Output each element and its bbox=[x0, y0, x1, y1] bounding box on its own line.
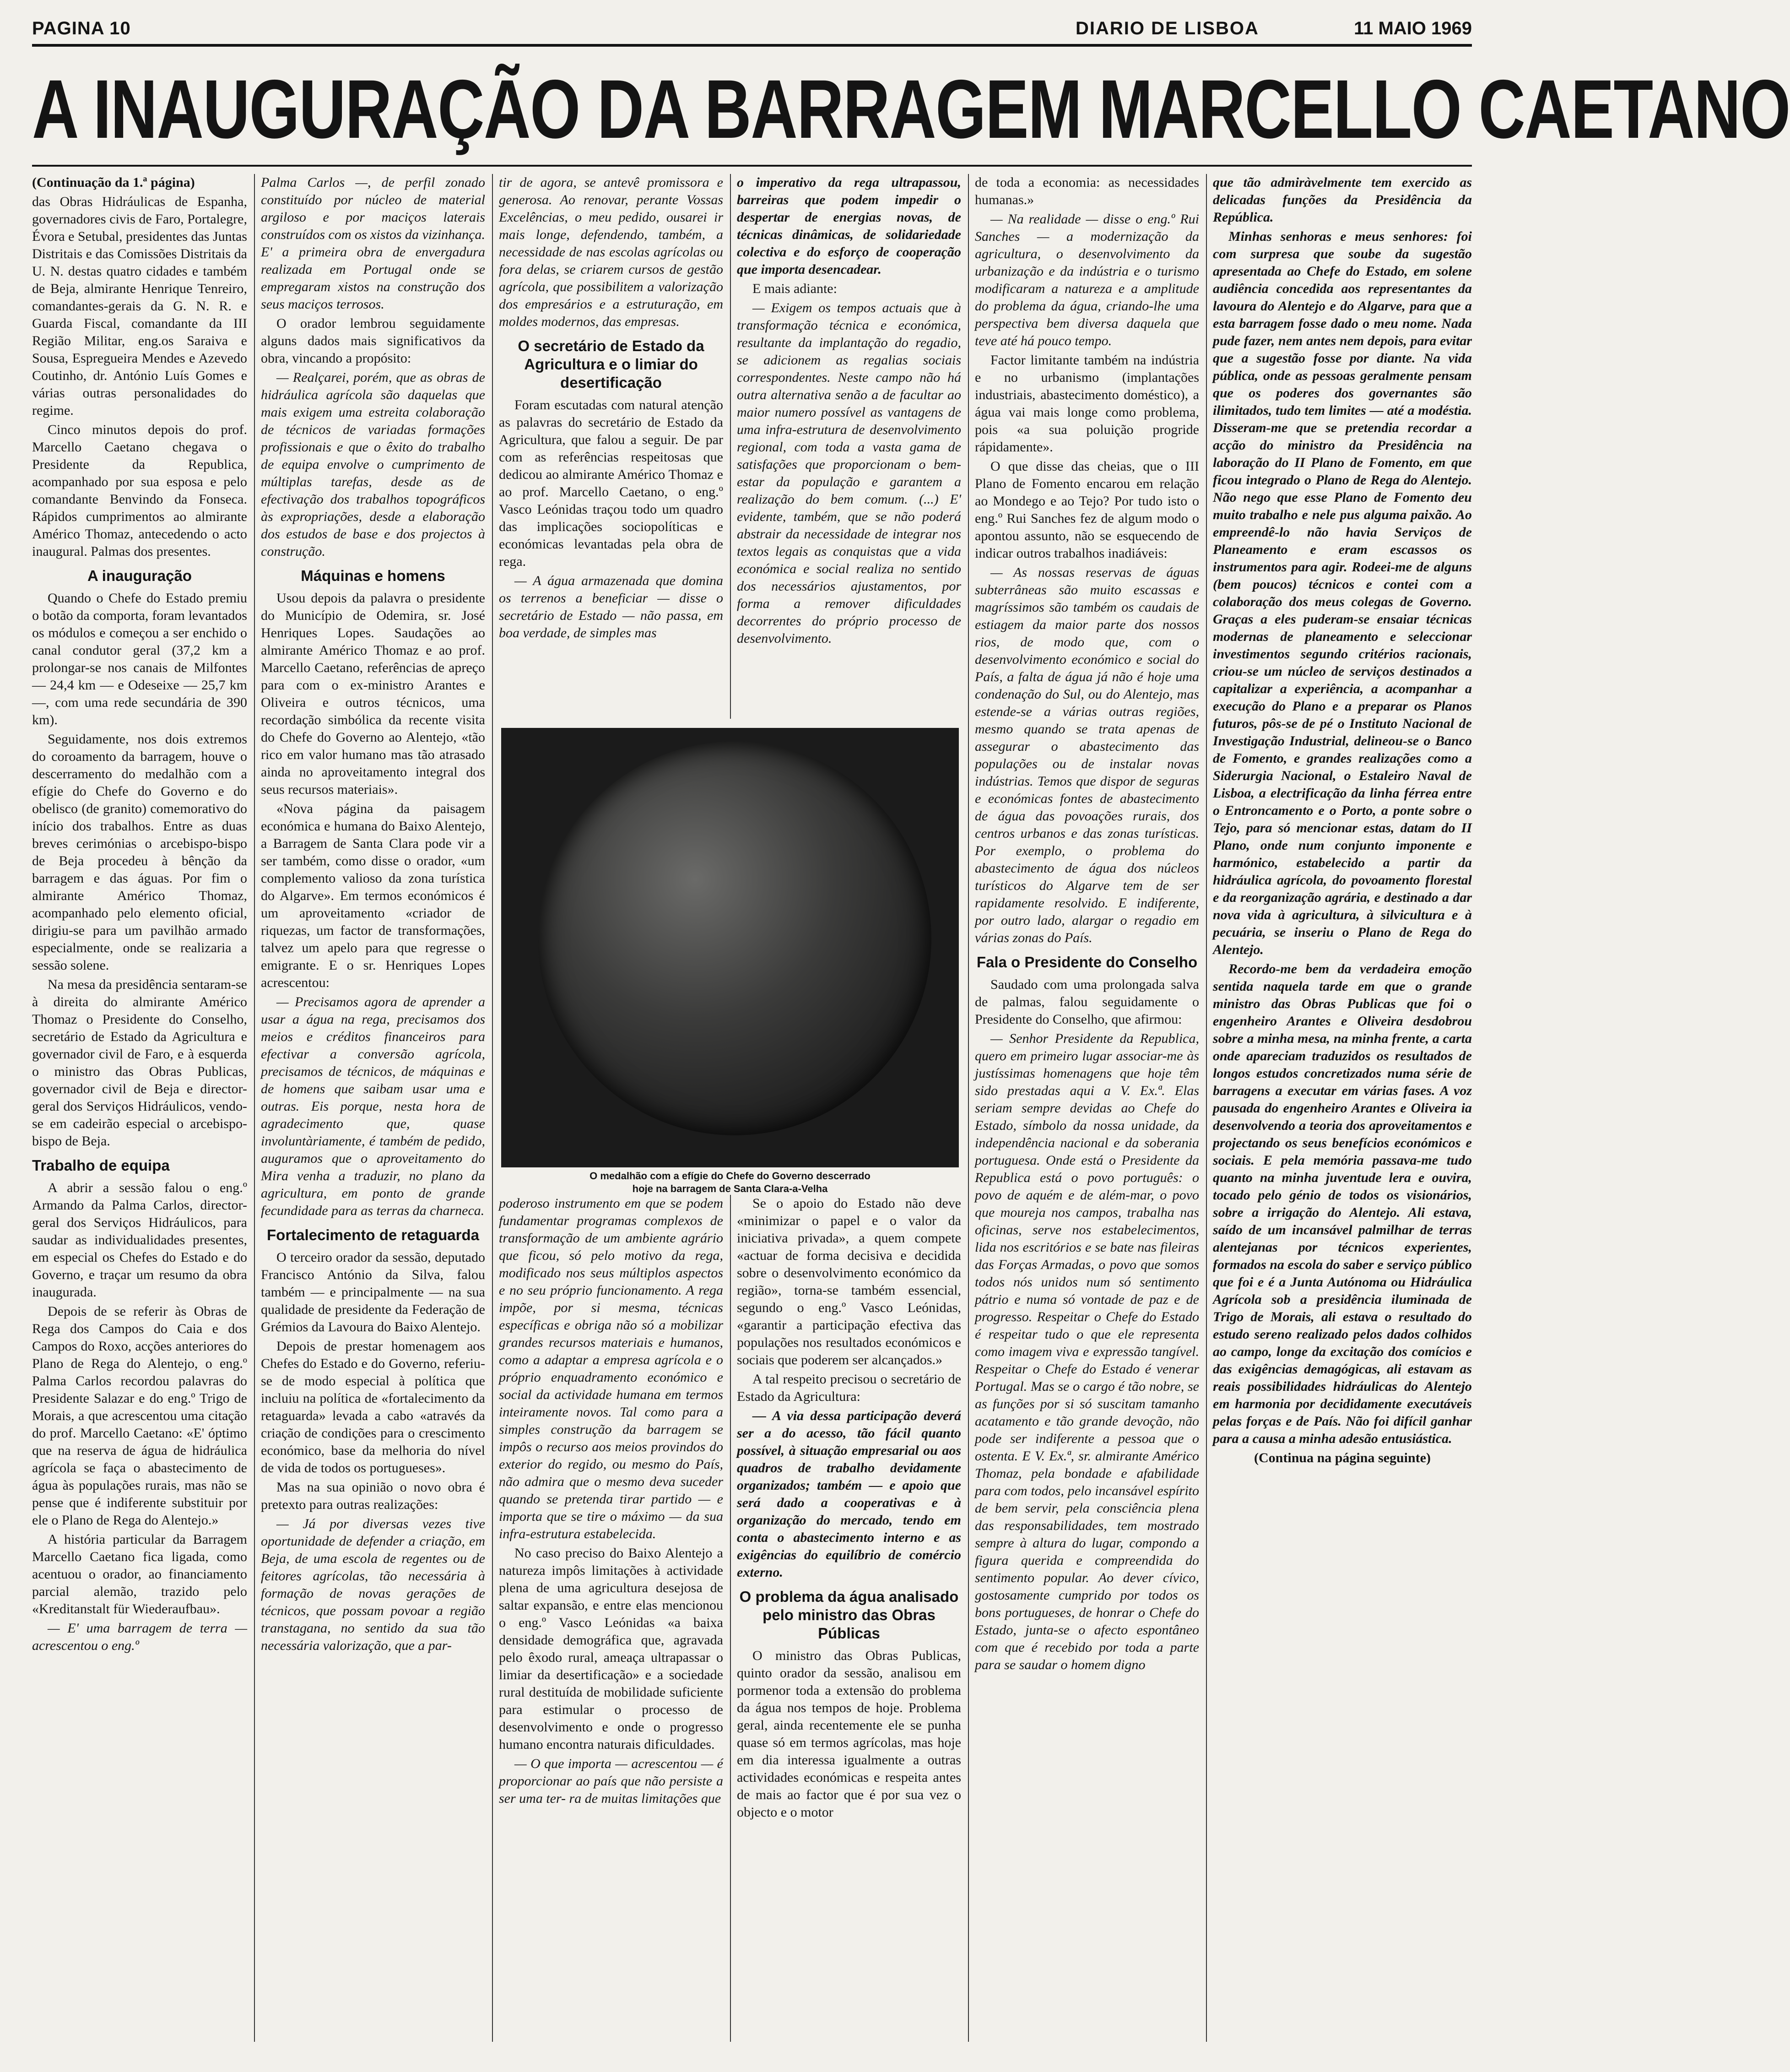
subheading: A inauguração bbox=[87, 567, 192, 584]
paragraph: — Na realidade — disse o eng.º Rui Sanches — a modernização da agricultura, o desenvolvimento da urbanização e da indústria e o turismo modificaram a natureza e a amplitude do problema da água, criando-lhe uma perspectiva bem diversa daquela que teve até há pouco tempo. bbox=[975, 212, 1199, 348]
column-4-lower bbox=[737, 1195, 961, 2042]
paragraph: O ministro das Obras Publicas, quinto orador da sessão, analisou em pormenor toda a extensão do problema da água nos tempos de hoje. Problema geral, ainda recentemente ele se punha quase só em termos agrícolas, mas hoje em dia interessa igualmente a outras actividades económicas e respeita antes de mais ao factor que é por sua vez o objecto e o motor bbox=[737, 1648, 961, 1820]
column-4-upper bbox=[737, 174, 961, 719]
paragraph: das Obras Hidráulicas de Espanha, governadores civis de Faro, Portalegre, Évora e Setubal, presidentes das Juntas Distritais e das Comissões Distritais da U. N. destas quatro cidades e também de Beja, almirante Henrique Tenreiro, comandantes-gerais da G. N. R. e Guarda Fiscal, comandante da III Região Militar, eng.os Saraiva e Sousa, Espregueira Mendes e Azevedo Coutinho, dr. António Luís Gomes e várias outras personalidades do regime. bbox=[32, 194, 247, 418]
paragraph: — A via dessa participação deverá ser a do acesso, tão fácil quanto possível, à situação empresarial ou aos quadros de trabalho devidamente organizados; também — e apoio que será dado a cooperativas e à organização do mercado, tendo em conta o abastecimento interno e as exigências do equilíbrio de comércio externo. bbox=[737, 1408, 961, 1580]
paragraph: A história particular da Barragem Marcello Caetano fica ligada, como acentuou o orador, ao financiamento parcial alemão, trazido pelo «Kreditanstalt für Wiederaufbau». bbox=[32, 1532, 247, 1616]
medallion-image bbox=[538, 742, 931, 1135]
paragraph: Cinco minutos depois do prof. Marcello Caetano chegava o Presidente da Republica, acompanhado por sua esposa e pelo comandante Benvindo da Fonseca. Rápidos cumprimentos ao almirante Américo Thomaz, antecedendo o acto inaugural. Palmas dos presentes. bbox=[32, 422, 247, 559]
paragraph: Mas na sua opinião o novo obra é pretexto para outras realizações: bbox=[261, 1480, 485, 1512]
column-rule bbox=[730, 174, 731, 719]
subheading: Máquinas e homens bbox=[301, 567, 445, 584]
column-rule bbox=[730, 1195, 731, 2042]
column-rule bbox=[254, 174, 255, 2042]
paragraph: tir de agora, se antevê promissora e generosa. Ao renovar, perante Vossas Excelências, o meu pedido, ousarei ir mais longe, defendendo, também, a necessidade de nas escolas agrícolas ou fora delas, se criarem cursos de gestão agrícola, que possibilitem a valorização dos empresários e a estruturação, em moldes modernos, das empresas. bbox=[499, 175, 723, 329]
paragraph: Quando o Chefe do Estado premiu o botão da comporta, foram levantados os módulos e começou a ser enchido o canal condutor geral (37,2 km a prolongar-se nos canais de Milfontes — 24,4 km — e Odeseixe — 25,7 km —, com uma rede secundária de 390 km). bbox=[32, 591, 247, 727]
paragraph: No caso preciso do Baixo Alentejo a natureza impôs limitações à actividade plena de uma agricultura desejosa de saltar expansão, e entre elas mencionou o eng.º Vasco Leónidas «a baixa densidade demográfica que, agravada pelo êxodo rural, ameaça ultrapassar o limiar da desertificação» e a sociedade rural destituída de mobilidade suficiente para estimular o processo de desenvolvimento e onde o progresso humano encontra naturais dificuldades. bbox=[499, 1546, 723, 1752]
subheading: O secretário de Estado da Agricultura e o limiar do desertificação bbox=[518, 337, 704, 391]
column-rule bbox=[968, 174, 969, 2042]
subheading: Trabalho de equipa bbox=[32, 1157, 170, 1174]
column-6 bbox=[1213, 174, 1472, 2042]
issue-date: 11 MAIO 1969 bbox=[1354, 18, 1472, 38]
paragraph: Se o apoio do Estado não deve «minimizar o papel e o valor da iniciativa privada», a quem compete «actuar de forma decisiva e decidida sobre o desenvolvimento económico da região», torna-se também essencial, segundo o eng.º Vasco Leónidas, «garantir a participação efectiva das populações nos resultados económicos e sociais que poderem ser alcançados.» bbox=[737, 1196, 961, 1367]
paragraph: Depois de prestar homenagem aos Chefes do Estado e do Governo, referiu-se de modo especial à política que incluiu na política de «fortalecimento da retaguarda» levada a cabo «através da criação de condições para o crescimento económico, base da melhoria do nível de vida de todos os portugueses». bbox=[261, 1339, 485, 1475]
paragraph: — A água armazenada que domina os terrenos a beneficiar — disse o secretário de Estado — não passa, em boa verdade, de simples mas bbox=[499, 573, 723, 640]
paragraph: O orador lembrou seguidamente alguns dados mais significativos da obra, vincando a propósito: bbox=[261, 316, 485, 366]
paragraph: — E' uma barragem de terra — acrescentou o eng.º bbox=[32, 1621, 247, 1653]
continuation-note: (Continuação da 1.ª página) bbox=[32, 175, 195, 190]
paragraph: o imperativo da rega ultrapassou, barreiras que podem impedir o despertar de energias novas, de técnicas dinâmicas, de solidariedade colectiva e do esforço de cooperação que importa desencadear. bbox=[737, 175, 961, 277]
paragraph: — Senhor Presidente da Republica, quero em primeiro lugar associar-me às justíssimas homenagens que hoje têm sido prestadas aqui a V. Ex.ª. Elas seriam sempre devidas ao Chefe do Estado, símbolo da nossa unidade, da independência nacional e da soberania portuguesa. Onde está o Presidente da Republica está o povo português: o povo de aquém e de além-mar, o povo que moureja nos campos, trabalha nas oficinas, serve nos estabelecimentos, lida nos escritórios e se bate nas fileiras das Forças Armadas, o povo que somos todos nós unidos num só sentimento pátrio e numa só vontade de paz e de progresso. Respeitar o Chefe do Estado é respeitar tudo o que ele representa como imagem viva e expressão tangível. Respeitar o Chefe do Estado é venerar Portugal. Mas se o cargo é tão nobre, se as funções por si só suscitam tamanho acatamento e tão grande devoção, não pode ser indiferente a pessoa que o ostenta. E V. Ex.ª, sr. almirante Américo Thomaz, pela bondade e afabilidade para com todos, pelo incansável espírito de bem servir, pela consciência plena das responsabilidades, tem mostrado sempre à altura do lugar, compondo a figura querida e compreendida do sentimento popular. Ao dever cívico, gostosamente cumprido por todos os bons portugueses, de honrar o Chefe do Estado, junta-se o afecto espontâneo com que é recebido por toda a parte para se saudar o homem digno bbox=[975, 1031, 1199, 1672]
paragraph: Palma Carlos —, de perfil zonado constituído por núcleo de material argiloso e por maciços laterais construídos com os xistos da vizinhança. E' a primeira obra de envergadura realizada em Portugal onde se empregaram xistos na construção dos seus maciços terrosos. bbox=[261, 175, 485, 312]
column-1 bbox=[32, 174, 247, 2042]
headline: A INAUGURAÇÃO DA BARRAGEM MARCELLO CAETANO bbox=[32, 62, 1790, 156]
paragraph: O terceiro orador da sessão, deputado Francisco António da Silva, falou também — e principalmente — na sua qualidade de presidente da Federação de Grémios da Lavoura do Baixo Alentejo. bbox=[261, 1250, 485, 1334]
subheading: Fala o Presidente do Conselho bbox=[976, 954, 1198, 971]
paragraph: A tal respeito precisou o secretário de Estado da Agricultura: bbox=[737, 1372, 961, 1404]
paragraph: Minhas senhoras e meus senhores: foi com surpresa que soube da sugestão apresentada ao Chefe do Estado, em solene audiência concedida aos representantes da lavoura do Alentejo e do Algarve, para que a esta barragem fosse dado o meu nome. Nada pude fazer, nem antes nem depois, para evitar que a sugestão fosse por diante. Na vida pública, onde as pessoas geralmente pensam que os poderes dos governantes são ilimitados, tudo tem limites — até a modéstia. Disseram-me que se pretendia recordar a acção do ministro da Presidência na laboração do II Plano de Fomento, em que ficou integrado o Plano de Rega do Alentejo. Não nego que esse Plano de Fomento deu muito trabalho e nele pus alguma paixão. Ao empreendê-lo não havia Serviços de Planeamento e eram escassos os instrumentos para agir. Rodeei-me de alguns (bem poucos) técnicos e contei com a colaboração dos meus colegas de Governo. Graças a eles puderam-se ensaiar técnicas modernas de planeamento e seleccionar investimentos segundo critérios racionais, criou-se um núcleo de serviços destinados a capitalizar a experiência, a acompanhar a execução do Plano e a preparar os Planos futuros, pôs-se de pé o Instituto Nacional de Investigação Industrial, delineou-se o Banco de Fomento, e grandes realizações como a Siderurgia Nacional, o Estaleiro Naval de Lisboa, a electrificação da linha férrea entre o Entroncamento e o Porto, a ponte sobre o Tejo, para só mencionar estas, datam do II Plano, onde num conjunto imponente e harmónico, estabelecido a partir da hidráulica agrícola, do povoamento florestal e da reorganização agrária, e destinado a dar nova vida à agricultura, à silvicultura e à pecuária, se inseriu o Plano de Rega do Alentejo. bbox=[1213, 229, 1472, 957]
paragraph: Seguidamente, nos dois extremos do coroamento da barragem, houve o descerramento do medalhão com a efígie do Chefe do Governo e do obelisco (de granito) comemorativo do início dos trabalhos. Entre as duas breves cerimónias o arcebispo-bispo de Beja procedeu à bênção da barragem e das águas. Por fim o almirante Américo Thomaz, acompanhado pelo elemento oficial, dirigiu-se para um pavilhão armado especialmente, onde se realizaria a sessão solene. bbox=[32, 732, 247, 973]
paragraph: O que disse das cheias, que o III Plano de Fomento encarou em relação ao Mondego e ao Tejo? Por tudo isto o eng.º Rui Sanches fez de algum modo o apontou assunto, não se esquecendo de indicar outros trabalhos inadiáveis: bbox=[975, 459, 1199, 561]
newspaper-name: DIARIO DE LISBOA bbox=[1076, 18, 1259, 38]
paragraph: Foram escutadas com natural atenção as palavras do secretário de Estado da Agricultura, que falou a seguir. De par com as referências respeitosas que dedicou ao almirante Américo Thomaz e ao prof. Marcello Caetano, o eng.º Vasco Leónidas traçou todo um quadro das implicações sociopolíticas e económicas levantadas pela obra de rega. bbox=[499, 397, 723, 569]
paragraph: — Realçarei, porém, que as obras de hidráulica agrícola são daquelas que mais exigem uma estreita colaboração de técnicos de variadas formações profissionais e que o êxito do trabalho de equipa envolve o cumprimento de múltiplas tarefas, desde as de efectivação dos trabalhos topográficos às expropriações, desde a elaboração dos estudos de base e dos projectos à construção. bbox=[261, 370, 485, 559]
photo-caption bbox=[501, 1170, 959, 1195]
paragraph: — As nossas reservas de águas subterrâneas são muito escassas e magríssimos são também os caudais de estiagem da maior parte dos nossos rios, de modo que, com o desenvolvimento económico e social do País, a falta de água já não é hoje uma condenação do Sul, ou do Alentejo, mas estende-se a várias outras regiões, mesmo quando se trata apenas de assegurar o abastecimento das populações ou de instalar novas indústrias. Temos que dispor de seguras e económicas fontes de abastecimento de água das povoações rurais, dos centros urbanos e das zonas turísticas. Por exemplo, o problema do abastecimento de água dos núcleos turísticos do Algarve tem de ser rapidamente resolvido. E indiferente, por outro lado, alargar o regadio em várias zonas do País. bbox=[975, 565, 1199, 945]
paragraph: «Nova página da paisagem económica e humana do Baixo Alentejo, a Barragem de Santa Clara pode vir a ser também, como disse o orador, «um complemento valioso da zona turística do Algarve». Em termos económicos é um aproveitamento «criador de riquezas, um factor de transformações, talvez um apelo para que regresse o emigrante. E o sr. Henriques Lopes acrescentou: bbox=[261, 801, 485, 990]
paragraph: — Já por diversas vezes tive oportunidade de defender a criação, em Beja, de uma escola de regentes ou de feitores agrícolas, tão necessária à formação de novas gerações de técnicos, que possam povoar a região transtagana, no sentido da sua tão necessária valorização, que a par- bbox=[261, 1516, 485, 1653]
paragraph: Usou depois da palavra o presidente do Município de Odemira, sr. José Henriques Lopes. Saudações ao almirante Américo Thomaz e ao prof. Marcello Caetano, referências de apreço para com o ex-ministro Arantes e Oliveira e outros técnicos, uma recordação simbólica da recente visita do Chefe do Governo ao Alentejo, «tão rico em valor humano mas tão atrasado ainda no aproveitamento integral dos seus recursos materiais». bbox=[261, 591, 485, 797]
continuation-note: (Continua na página seguinte) bbox=[1254, 1450, 1431, 1465]
paragraph: Na mesa da presidência sentaram-se à direita do almirante Américo Thomaz o Presidente do Conselho, secretário de Estado da Agricultura e governador civil de Faro, e à esquerda o ministro das Obras Publicas, governador civil de Beja e director-geral dos Serviços Hidráulicos, vendo-se em cadeirão especial o arcebispo-bispo de Beja. bbox=[32, 977, 247, 1149]
paragraph: E mais adiante: bbox=[752, 281, 837, 296]
paragraph: de toda a economia: as necessidades humanas.» bbox=[975, 175, 1199, 207]
column-3-upper bbox=[499, 174, 723, 719]
paragraph: Saudado com uma prolongada salva de palmas, falou seguidamente o Presidente do Conselho, que afirmou: bbox=[975, 977, 1199, 1027]
column-rule bbox=[1206, 174, 1207, 2042]
column-2 bbox=[261, 174, 485, 2042]
column-rule bbox=[492, 174, 493, 2042]
caption-line: hoje na barragem de Santa Clara-a-Velha bbox=[632, 1183, 828, 1194]
paragraph: — O que importa — acrescentou — é proporcionar ao país que não persiste a ser uma ter- ra de muitas limitações que bbox=[499, 1756, 723, 1806]
subheading: Fortalecimento de retaguarda bbox=[267, 1226, 479, 1243]
paragraph: — Exigem os tempos actuais que à transformação técnica e económica, resultante da implantação do regadio, se adicionem as regalias sociais correspondentes. Neste campo não há outra alternativa senão a de facultar ao maior numero possível as vantagens de uma infra-estrutura de desenvolvimento regional, com toda a vasta gama de satisfações que proporcionam o bem-estar da população e garantem a realização do bem comum. (...) E' evidente, também, que se não poderá abstrair da necessidade de integrar nos textos legais as conquistas que a vida económica e social realiza no sentido dos necessários ajustamentos, por forma a remover dificuldades decorrentes do próprio processo de desenvolvimento. bbox=[737, 300, 961, 646]
paragraph: Depois de se referir às Obras de Rega dos Campos do Caia e dos Campos do Roxo, acções anteriores do Plano de Rega do Alentejo, o eng.º Palma Carlos recordou palavras do Presidente Salazar e do eng.º Trigo de Morais, a que acrescentou uma citação do prof. Marcello Caetano: «E' óptimo que na reserva de água de hidráulica agrícola se faça o abastecimento de água às populações rurais, mas não se pense que é indiferente substituir por ele o Plano de Rega do Alentejo.» bbox=[32, 1304, 247, 1528]
paragraph: Recordo-me bem da verdadeira emoção sentida naquela tarde em que o grande ministro das Obras Publicas que foi o engenheiro Arantes e Oliveira desdobrou sobre a minha mesa, na minha frente, a carta onde apareciam traduzidos os resultados de longos estudos concretizados numa série de barragens a executar em várias fases. A voz pausada do engenheiro Arantes e Oliveira ia desenvolvendo a teoria dos aproveitamentos e projectando os seus benefícios económicos e sociais. E pela memória passava-me tudo quanto na minha juventude lera e ouvira, tocado pelo génio de todos os visionários, sobre a irrigação do Alentejo. Ali estava, saído de um incansável palmilhar de terras alentejanas por técnicos experientes, formados na escola do saber e serviço público que foi e é a Junta Autónoma ou Hidráulica Agrícola sob a presidência iluminada de Trigo de Morais, ali estava o resultado do estudo sereno realizado pelos dados colhidos ao campo, longe da excitação dos comícios e das exigências demagógicas, ali estavam as reais possibilidades hidráulicas do Alentejo em harmonia por decididamente executáveis pelas forças e de País. Não foi difícil ganhar para a causa a minha adesão entusiástica. bbox=[1213, 961, 1472, 1446]
paragraph: A abrir a sessão falou o eng.º Armando da Palma Carlos, director-geral dos Serviços Hidráulicos, para saudar as individualidades presentes, em especial os Chefes do Estado e do Governo, e traçar um resumo da obra inaugurada. bbox=[32, 1180, 247, 1300]
paragraph: que tão admiràvelmente tem exercido as delicadas funções da Presidência da República. bbox=[1213, 175, 1472, 225]
headline-rule bbox=[32, 165, 1472, 167]
medallion-photo bbox=[501, 728, 959, 1167]
paragraph: — Precisamos agora de aprender a usar a água na rega, precisamos dos meios e créditos financeiros para efectivar a conversão agrícola, precisamos de técnicos, de máquinas e de homens que saibam usar uma e outras. Eis porque, nesta hora de agradecimento que, quase involuntàriamente, é também de pedido, auguramos que o aproveitamento do Mira venha a traduzir, no plano da agricultura, em ponto de grande fecundidade para as terras da charneca. bbox=[261, 994, 485, 1218]
paragraph: poderoso instrumento em que se podem fundamentar programas complexos de transformação de um ambiente agrário que ficou, só pelo motivo da rega, modificado nos seus múltiplos aspectos e no seu próprio funcionamento. A rega impõe, por si mesma, técnicas específicas e obriga não só a mobilizar grandes recursos materiais e humanos, como a adaptar a empresa agrícola e o próprio enquadramento económico e social da actividade humana em termos inteiramente novos. Tal como para a simples construção da barragem se impôs o recurso aos meios provindos do exterior do regido, ou mesmo do País, não admira que o mesmo deva suceder quando se pretenda tirar partido — e importa que se tire o máximo — da sua infra-estrutura estabelecida. bbox=[499, 1196, 723, 1541]
column-3-lower bbox=[499, 1195, 723, 2042]
paragraph: Factor limitante também na indústria e no urbanismo (implantações industriais, abastecimento doméstico), a água vai mais longe como problema, pois «a sua poluição progride rápidamente». bbox=[975, 353, 1199, 455]
caption-line: O medalhão com a efígie do Chefe do Governo descerrado bbox=[589, 1170, 871, 1182]
page-number: PAGINA 10 bbox=[32, 18, 131, 38]
column-5 bbox=[975, 174, 1199, 2042]
page-header bbox=[32, 18, 1472, 47]
subheading: O problema da água analisado pelo ministro das Obras Públicas bbox=[739, 1588, 959, 1642]
